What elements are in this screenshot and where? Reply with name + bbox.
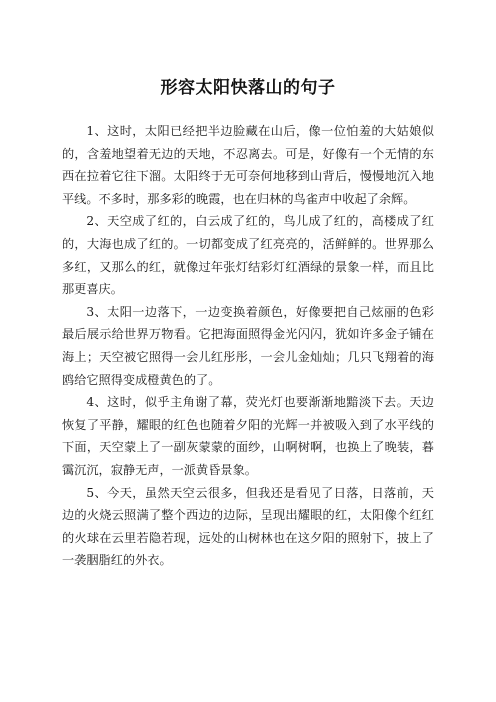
document-title: 形容太阳快落山的句子 [160,78,336,98]
paragraph-2: 2、天空成了红的，白云成了红的，鸟儿成了红的，高楼成了红的，大海也成了红的。一切都变成了红亮亮的，活鲜鲜的。世界那么多红，又那么的红，就像过年张灯结彩灯红酒绿的景象一样，而且比那更喜庆。 [62,214,434,297]
paragraph-3: 3、太阳一边落下，一边变换着颜色，好像要把自己炫丽的色彩最后展示给世界万物看。它把海面照得金光闪闪，犹如许多金子铺在海上；天空被它照得一会儿红彤彤，一会儿金灿灿；几只飞翔着的海鸥给它照得变成橙黄色的了。 [62,304,434,387]
paragraph-5: 5、今天，虽然天空云很多，但我还是看见了日落，日落前，天边的火烧云照满了整个西边的边际，呈现出耀眼的红，太阳像个红红的火球在云里若隐若现，远处的山树林也在这夕阳的照射下，披上了一袭胭脂红的外衣。 [62,485,434,568]
paragraph-4: 4、这时，似乎主角谢了幕，荧光灯也要渐渐地黯淡下去。天边恢复了平静，耀眼的红色也随着夕阳的光辉一并被吸入到了水平线的下面，天空蒙上了一副灰蒙蒙的面纱，山啊树啊，也换上了晚装，暮霭沉沉，寂静无声，一派黄昏景象。 [62,395,434,477]
paragraph-1: 1、这时，太阳已经把半边脸藏在山后，像一位怕羞的大姑娘似的，含羞地望着无边的天地，不忍离去。可是，好像有一个无情的东西在拉着它往下溜。太阳终于无可奈何地移到山背后，慢慢地沉入地平线。不多时，那多彩的晚霞，也在归林的鸟雀声中收起了余辉。 [62,124,434,206]
